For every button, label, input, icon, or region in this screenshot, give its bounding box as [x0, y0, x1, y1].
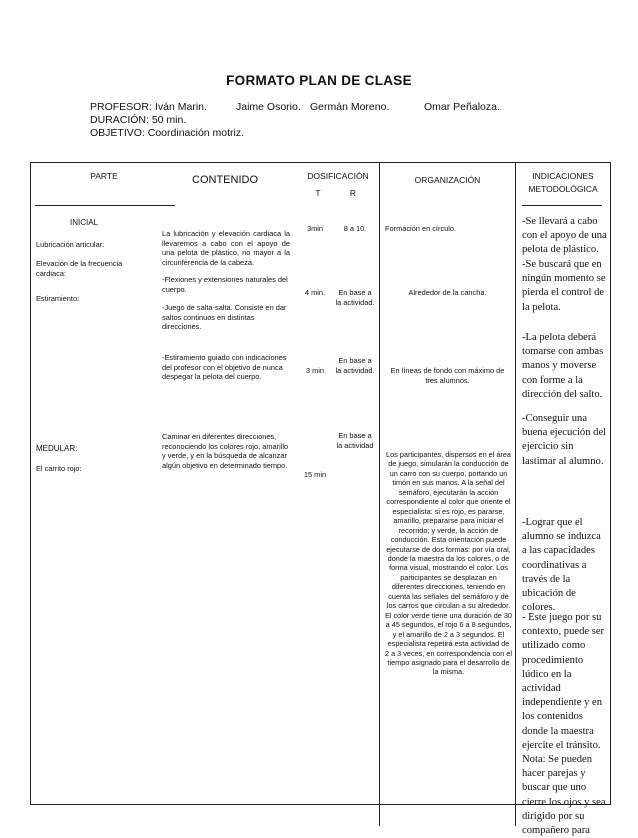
parte-inicial: INICIAL [70, 218, 99, 227]
duracion-line: DURACIÓN: 50 min. [90, 114, 187, 126]
dosificacion-r3: En base a la actividad. [335, 356, 375, 375]
col-parte: PARTE [90, 171, 118, 181]
profesor-name-1: Iván Marin. [155, 101, 207, 113]
organizacion-carrito: Los participantes, dispersos en el área de juego, simularán la conducción de un carro con su cuerpo, portando un timón en sus manos. A la señal del semáforo, ejecutarán la acción correspondiente al color que oriente el especialista: si es rojo, es pararse, amarillo, prepararse para iniciar el recorrido; y verde, la acción de conducción. Esta orientación puede ejecutarse de dos formas: por vía oral, donde la maestra da los colores, o de forma visual, mostrando el color. Los participantes se desplazan en diferentes direcciones, teniendo en cuenta las señales del semáforo y de los carros que circulan a su alrededor. El color verde tiene una duración de 30 a 45 segundos, el rojo 6 a 8 segundos, y el amarillo de 2 a 3 segundos. El especialista repetirá esta actividad de 2 a 3 veces, en correspondencia con el tiempo asignado para el desarrollo de la misma. [385, 450, 512, 677]
page-title: FORMATO PLAN DE CLASE [226, 73, 412, 88]
dosificacion-t3: 3 min [305, 366, 325, 375]
dosificacion-t1: 3min [306, 224, 324, 233]
indicaciones-juego: - Este juego por su contexto, puede ser utilizado como procedimiento lúdico en la actividad independiente y en los contenidos donde la maestra ejercite el tránsito. Nota: Se pueden hacer parejas y buscar que uno cierre los ojos y sea dirigido por su compañero para [522, 612, 606, 837]
profesor-label: PROFESOR: [90, 101, 152, 113]
organizacion-cancha: Alrededor de la cancha. [408, 288, 487, 297]
profesor-name-3: Germán Moreno. [310, 101, 390, 113]
dosificacion-t4: 15 min [303, 470, 327, 479]
col-r: R [349, 188, 357, 198]
profesor-name-2: Jaime Osorio. [236, 101, 301, 113]
parte-elevacion: Elevación de la frecuencia cardiaca: [36, 259, 123, 278]
col-contenido: CONTENIDO [192, 174, 258, 186]
contenido-salta-salta: -Juego de salta-salta. Consiste en dar saltos continuos en distintas direcciones. [162, 303, 287, 332]
indicaciones-control: -Se buscará que en ningún momento se pierda el control de la pelota. [522, 259, 606, 313]
indicaciones-header-rule [522, 205, 602, 206]
col-t: T [315, 188, 321, 198]
dosificacion-r1: 8 a 10. [343, 224, 367, 233]
col-organizacion: ORGANIZACIÓN [414, 175, 481, 185]
indicaciones-salto: -La pelota deberá tomarse con ambas manos y moverse con forme a la dirección del salto. [522, 332, 604, 400]
dosificacion-r2: En base a la actividad. [335, 288, 375, 307]
parte-lubricacion: Lubricación articular: [36, 240, 105, 249]
contenido-flexiones: -Flexiones y extensiones naturales del cuerpo. [162, 275, 288, 294]
parte-header-rule [35, 205, 175, 206]
indicaciones-pelota: -Se llevará a cabo con el apoyo de una pelota de plástico. [522, 216, 607, 256]
contenido-estiramiento: -Estiramiento guiado con indicaciones del profesor con el objetivo de nunca despegar la pelota del cuerpo. [162, 353, 287, 382]
col-dosificacion: DOSIFICACIÓN [307, 171, 369, 181]
contenido-lubricacion: La lubricación y elevación cardiaca la llevaremos a cabo con el apoyo de una pelota de plástico, no mayor a la circunferencia de la cabeza. [162, 229, 290, 267]
parte-medular: MEDULAR: [36, 444, 78, 453]
dosificacion-t2: 4 min. [304, 288, 326, 297]
profesor-name-4: Omar Peñaloza. [424, 101, 500, 113]
table-top-border [30, 162, 611, 163]
contenido-caminar: Caminar en diferentes direcciones, reconociendo los colores rojo, amarillo y verde, y en la búsqueda de alcanzar algún objetivo en determinado tiempo. [162, 432, 289, 470]
table-right-border [610, 162, 611, 805]
dosificacion-r4: En base a la actividad [336, 431, 374, 450]
organizacion-lineas: En líneas de fondo con máximo de tres alumnos. [390, 366, 505, 385]
col-indicaciones-1: INDICACIONES [532, 171, 594, 181]
organizacion-circulo: Formación en círculo. [385, 224, 457, 233]
indicaciones-colores: -Lograr que el alumno se induzca a las capacidades coordinativas a través de la ubicación de colores. [522, 517, 601, 614]
organizacion-left-border [379, 162, 380, 826]
table-left-border [30, 162, 31, 805]
col-indicaciones-2: METODOLÓGICA [528, 184, 598, 194]
indicaciones-left-border [515, 162, 516, 826]
parte-estiramiento: Estiramiento: [36, 294, 80, 303]
objetivo-line: OBJETIVO: Coordinación motriz. [90, 127, 245, 139]
indicaciones-ejecucion: -Conseguir una buena ejecución del ejercicio sin lastimar al alumno. [522, 413, 607, 467]
parte-carrito: El carrito rojo: [36, 464, 82, 473]
